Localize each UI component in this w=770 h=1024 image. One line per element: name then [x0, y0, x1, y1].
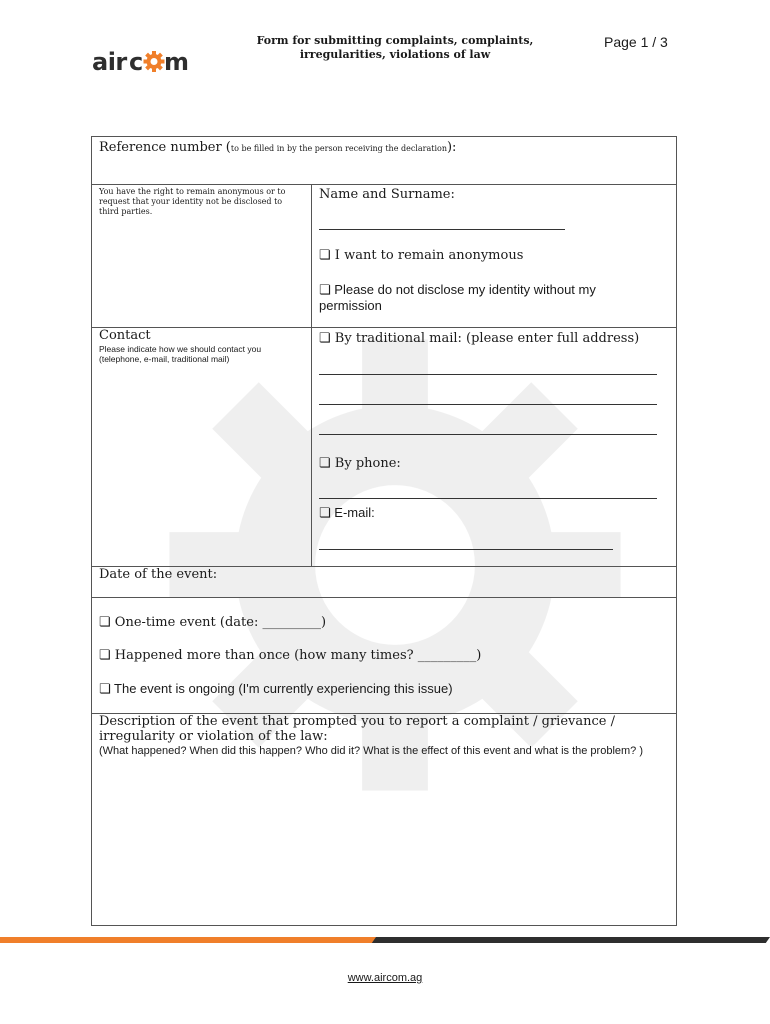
one-time-event-option[interactable] — [99, 615, 326, 630]
svg-text:c: c — [129, 48, 144, 76]
document-title-line-2: irregularities, violations of law — [299, 48, 491, 61]
reference-number-field[interactable] — [99, 139, 456, 158]
phone-option-label: By phone: — [334, 456, 401, 471]
checkbox-icon[interactable]: ❏ — [319, 331, 331, 346]
ongoing-event-label: The event is ongoing (I'm currently experiencing this issue) — [114, 681, 453, 696]
description-label: Description of the event that prompted you to report a complaint / grievance / irregularity or violation of the law: — [99, 714, 615, 744]
mail-option-label: By traditional mail: (please enter full address) — [334, 331, 640, 346]
row-divider — [92, 184, 676, 185]
checkbox-icon[interactable]: ❏ — [319, 282, 331, 297]
page-number: Page 1 / 3 — [604, 34, 668, 50]
address-input-line-2[interactable] — [319, 404, 657, 405]
row-divider — [92, 327, 676, 328]
email-option-label: E-mail: — [334, 505, 375, 520]
column-divider — [311, 184, 312, 566]
email-input[interactable] — [319, 549, 613, 550]
contact-note: Please indicate how we should contact you (telephone, e-mail, traditional mail) — [99, 344, 262, 364]
contact-label: Contact — [99, 328, 151, 343]
checkbox-icon[interactable]: ❏ — [99, 681, 111, 696]
mail-option[interactable] — [319, 331, 639, 346]
multiple-times-option[interactable] — [99, 648, 481, 663]
multiple-times-label: Happened more than once (how many times? _________) — [114, 648, 482, 663]
phone-option[interactable] — [319, 456, 401, 471]
checkbox-icon[interactable]: ❏ — [99, 648, 111, 663]
event-date-label: Date of the event: — [99, 567, 218, 582]
one-time-event-label: One-time event (date: _________) — [114, 615, 327, 630]
description-input[interactable] — [96, 777, 672, 919]
ongoing-event-option[interactable] — [99, 681, 453, 697]
address-input-line-3[interactable] — [319, 434, 657, 435]
anonymous-option[interactable] — [319, 248, 523, 263]
checkbox-icon[interactable]: ❏ — [319, 456, 331, 471]
name-surname-label: Name and Surname: — [319, 187, 455, 202]
document-title — [250, 34, 540, 62]
phone-input[interactable] — [319, 498, 657, 499]
address-input-line-1[interactable] — [319, 374, 657, 375]
aircom-logo — [92, 46, 202, 78]
reference-number-suffix: ): — [446, 140, 457, 155]
name-surname-input[interactable] — [319, 229, 565, 230]
disclose-option[interactable] — [319, 282, 649, 314]
anonymous-option-label: I want to remain anonymous — [334, 248, 524, 263]
row-divider — [92, 597, 676, 598]
reference-number-label: Reference number ( — [99, 140, 231, 155]
description-note: (What happened? When did this happen? Who did it? What is the effect of this event and what is the problem? ) — [99, 745, 644, 757]
footer-accent-bar — [0, 937, 385, 943]
email-option[interactable] — [319, 505, 375, 521]
complaint-form — [91, 136, 677, 926]
svg-text:m: m — [164, 48, 190, 76]
disclose-option-label: Please do not disclose my identity without my permission — [319, 282, 596, 313]
checkbox-icon[interactable]: ❏ — [99, 615, 111, 630]
checkbox-icon[interactable]: ❏ — [319, 248, 331, 263]
document-title-line-1: Form for submitting complaints, complaints, — [256, 34, 534, 47]
checkbox-icon[interactable]: ❏ — [319, 505, 331, 520]
footer-website-link[interactable]: www.aircom.ag — [347, 972, 423, 984]
footer-dark-bar — [372, 937, 770, 943]
svg-text:air: air — [92, 48, 127, 76]
reference-number-note: to be filled in by the person receiving the declaration — [230, 144, 447, 153]
anonymity-note: You have the right to remain anonymous or to request that your identity not be disclosed to third parties. — [99, 187, 286, 216]
